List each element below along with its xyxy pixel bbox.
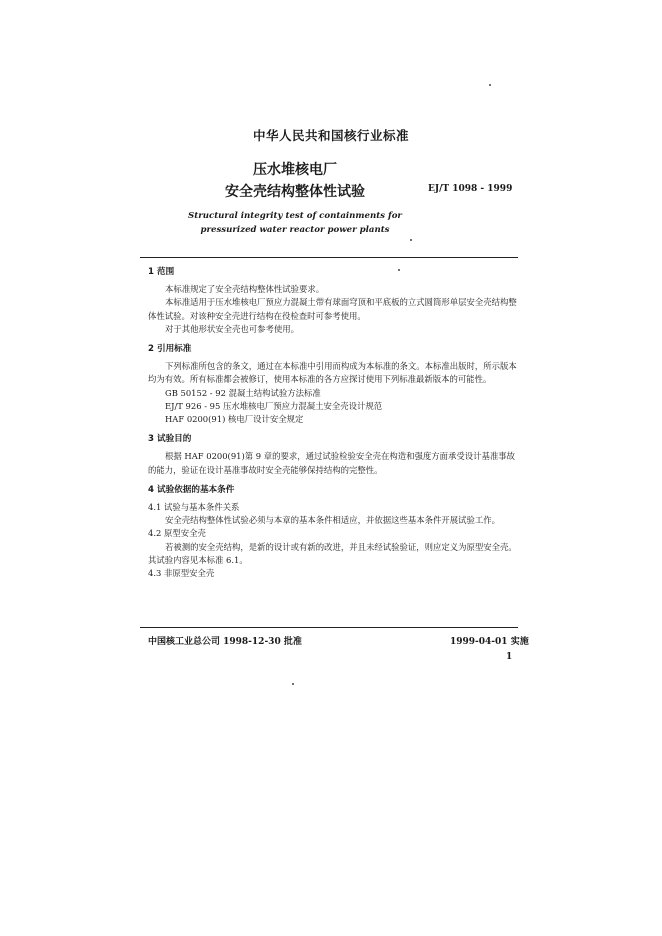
document-body [148,266,520,580]
section-3-paragraph: 根据 HAF 0200(91)第 9 章的要求，通过试验检验安全壳在构造和强度方面承受设计基准事故的能力，验证在设计基准事故时安全壳能够保持结构的完整性。 [148,451,516,475]
english-title-line1: Structural integrity test of containments for [188,211,402,221]
reference-standard: EJ/T 926 - 95 压水堆核电厂预应力混凝土安全壳设计规范 [165,400,383,411]
section-1-heading: 1 范围 [148,267,175,277]
section-4-heading: 4 试验依据的基本条件 [148,484,235,495]
section-1-paragraph: 本标准适用于压水堆核电厂预应力混凝土带有球面穹顶和平底板的立式圆筒形单层安全壳结构整体性试验。对该种安全壳进行结构在役检查时可参考使用。 [148,297,517,321]
subsection-4-2-heading: 4.2 原型安全壳 [148,528,206,539]
page-number: 1 [506,652,513,662]
section-1-paragraph: 对于其他形状安全壳也可参考使用。 [165,323,299,334]
issuing-authority: 中华人民共和国核行业标准 [252,128,409,143]
scan-speck [292,683,294,685]
subsection-4-3-heading: 4.3 非原型安全壳 [148,568,215,579]
section-2-heading: 2 引用标准 [148,344,192,355]
scan-speck [489,84,491,86]
scan-speck [398,269,400,271]
scan-speck [410,239,412,241]
reference-standard: GB 50152 - 92 混凝土结构试验方法标准 [165,387,321,398]
subsection-4-1-paragraph: 安全壳结构整体性试验必须与本章的基本条件相适应，并依据这些基本条件开展试验工作。 [165,515,500,526]
english-title-line2: pressurized water reactor power plants [200,225,390,235]
reference-standard: HAF 0200(91) 核电厂设计安全规定 [165,414,304,425]
top-divider [140,257,518,258]
section-2-paragraph: 下列标准所包含的条文，通过在本标准中引用而构成为本标准的条文。本标准出版时，所示版本均为有效。所有标准都会被修订，使用本标准的各方应探讨使用下列标准最新版本的可能性。 [148,361,517,385]
effective-date: 1999-04-01 实施 [450,637,529,647]
standard-number: EJ/T 1098 - 1999 [428,184,513,194]
section-1-paragraph: 本标准规定了安全壳结构整体性试验要求。 [165,284,325,295]
document-title-line1: 压水堆核电厂 [253,162,337,178]
bottom-divider [140,627,518,628]
subsection-4-1-heading: 4.1 试验与基本条件关系 [148,502,240,513]
document-title-line2: 安全壳结构整体性试验 [225,184,365,200]
subsection-4-2-paragraph: 若被测的安全壳结构，是新的设计或有新的改进，并且未经试验验证，则应定义为原型安全壳。其试验内容见本标准 6.1。 [148,541,517,565]
approval-note: 中国核工业总公司 1998-12-30 批准 [148,637,302,647]
section-3-heading: 3 试验目的 [148,434,192,445]
